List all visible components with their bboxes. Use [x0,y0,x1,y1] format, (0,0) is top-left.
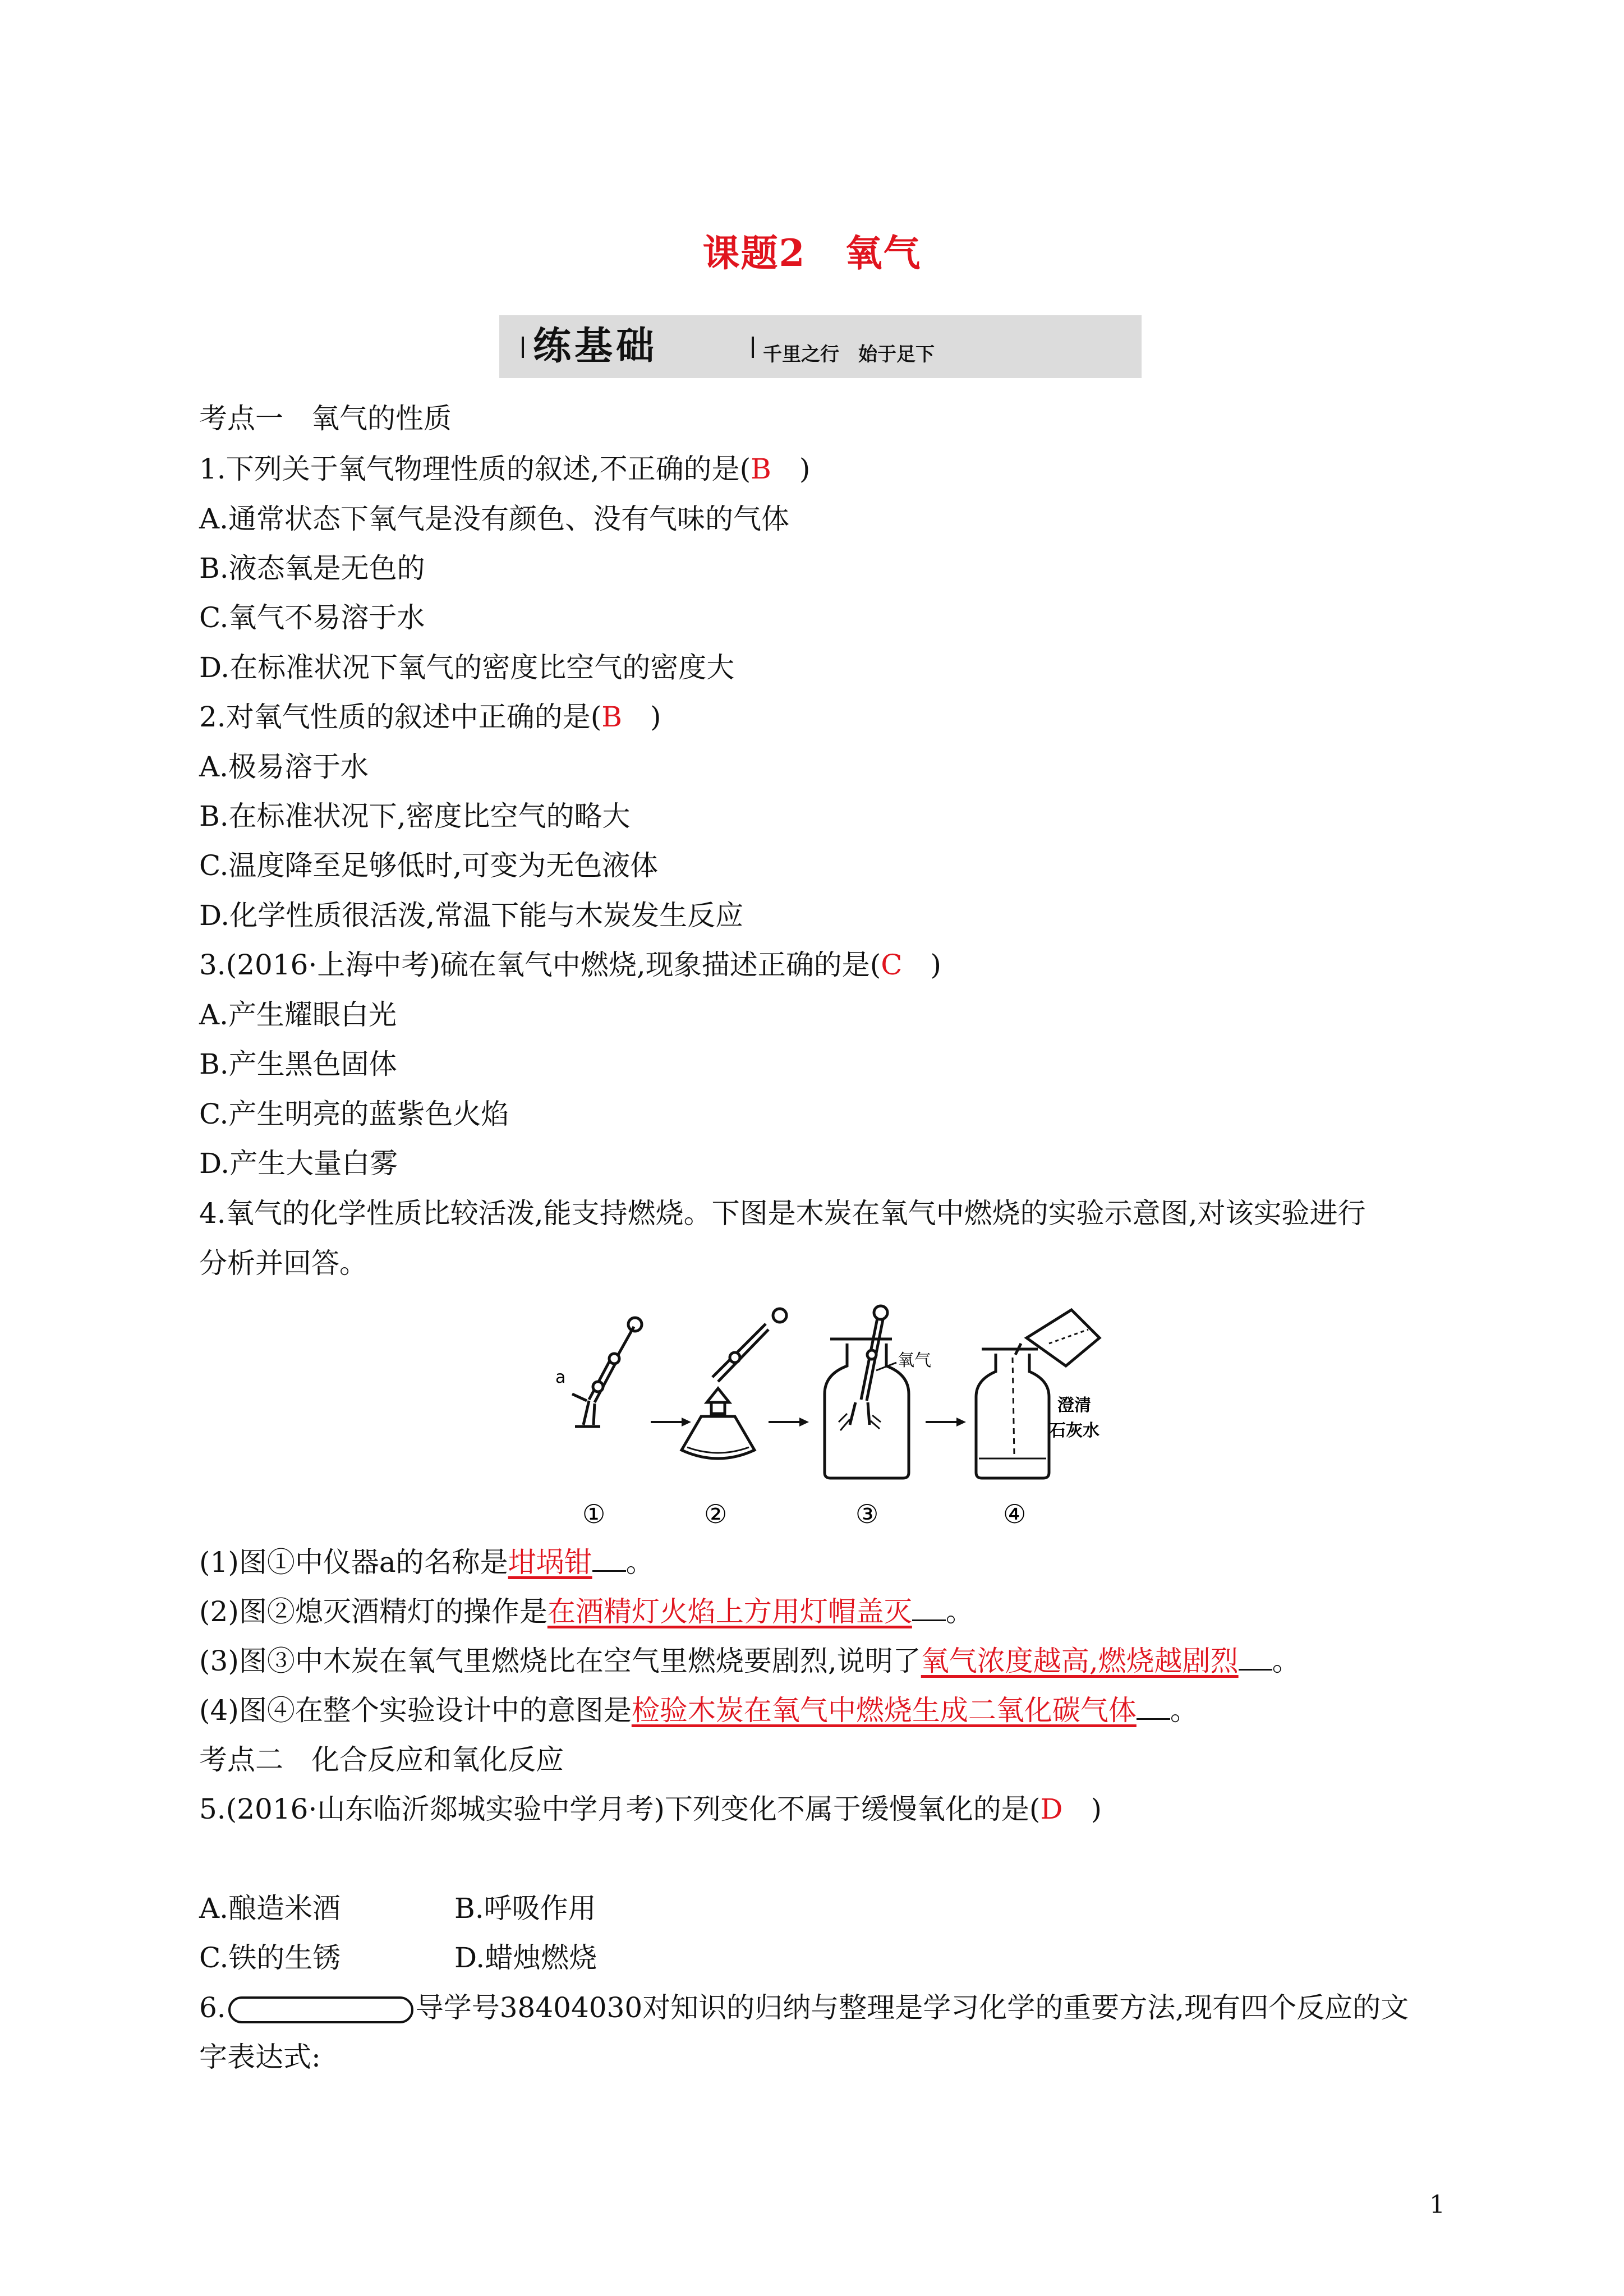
option: C.氧气不易溶于水 [199,601,425,634]
option: A.通常状态下氧气是没有颜色、没有气味的气体 [199,503,790,535]
option: D.化学性质很活泼,常温下能与木炭发生反应 [199,899,744,932]
question-1: 1.下列关于氧气物理性质的叙述,不正确的是(B ) [199,453,811,485]
gas-jar-icon [825,1306,909,1478]
banner-main-text: 练基础 [533,324,658,369]
sub-question-4: (4)图④在整个实验设计中的意图是检验木炭在氧气中燃烧生成二氧化碳气体 。 [199,1694,1198,1727]
arrow-icon [651,1418,691,1427]
answer-choice: B [751,453,771,485]
limewater-jar-icon [976,1310,1099,1478]
answer-choice: B [601,701,622,733]
title-part1: 课题2 [702,231,806,275]
step-label: ④ [1003,1499,1027,1529]
arrow-icon [769,1418,809,1427]
sub-question-2: (2)图②熄灭酒精灯的操作是在酒精灯火焰上方用灯帽盖灭 。 [199,1595,974,1628]
sub-question-1: (1)图①中仪器a的名称是坩埚钳 。 [199,1546,654,1579]
option: B.液态氧是无色的 [199,552,425,585]
option: D.产生大量白雾 [199,1147,398,1180]
question-4-stem-line1: 4.氧气的化学性质比较活泼,能支持燃烧。下图是木炭在氧气中燃烧的实验示意图,对该实验进行 [199,1197,1366,1230]
answer-fill: 氧气浓度越高,燃烧越剧烈 [921,1645,1239,1677]
option: B.在标准状况下,密度比空气的略大 [199,800,631,832]
option: B.产生黑色固体 [199,1048,397,1080]
section-heading-1: 考点一 氧气的性质 [199,402,452,435]
sub-question-3: (3)图③中木炭在氧气里燃烧比在空气里燃烧要剧烈,说明了氧气浓度越高,燃烧越剧烈 。 [199,1645,1300,1677]
label-oxygen: 氧气 [898,1351,931,1370]
page-number: 1 [1429,2191,1445,2219]
alcohol-lamp-icon [682,1309,786,1458]
answer-fill: 在酒精灯火焰上方用灯帽盖灭 [547,1595,912,1628]
label-lime-2: 石灰水 [1049,1421,1099,1441]
answer-choice: D [1040,1793,1063,1825]
arrow-icon [926,1418,966,1427]
step-label: ③ [855,1499,879,1529]
banner-divider [752,337,754,358]
section-banner [499,315,1142,378]
step-label: ② [704,1499,728,1529]
page-title [0,223,1624,277]
step-label: ① [582,1499,606,1529]
crucible-tongs-icon [572,1318,642,1427]
option: C.温度降至足够低时,可变为无色液体 [199,849,659,882]
title-part2: 氧气 [845,231,922,275]
question-4-stem-line2: 分析并回答。 [199,1247,367,1280]
answer-fill: 坩埚钳 [508,1546,592,1579]
banner-divider [522,337,524,358]
experiment-figure [533,1304,1122,1534]
option: A.酿造米酒 [199,1892,341,1925]
option: C.铁的生锈 [199,1941,341,1974]
question-3: 3.(2016·上海中考)硫在氧气中燃烧,现象描述正确的是(C ) [199,949,942,981]
option: C.产生明亮的蓝紫色火焰 [199,1098,509,1130]
label-a: a [555,1368,566,1387]
question-6-line2: 字表达式: [199,2041,321,2073]
answer-choice: C [881,949,903,981]
option: D.在标准状况下氧气的密度比空气的密度大 [199,651,735,684]
question-6: 6. 导学号38404030对知识的归纳与整理是学习化学的重要方法,现有四个反应的文 [199,1991,1409,2024]
banner-sub-text: 千里之行 始于足下 [763,343,935,366]
question-2: 2.对氧气性质的叙述中正确的是(B ) [199,701,661,733]
option: B.呼吸作用 [454,1892,596,1925]
section-heading-2: 考点二 化合反应和氧化反应 [199,1743,564,1776]
option: D.蜡烛燃烧 [454,1941,597,1974]
study-number-badge [228,1996,413,2023]
question-5: 5.(2016·山东临沂郯城实验中学月考)下列变化不属于缓慢氧化的是(D ) [199,1793,1102,1825]
answer-fill: 检验木炭在氧气中燃烧生成二氧化碳气体 [631,1694,1137,1727]
label-lime-1: 澄清 [1057,1396,1091,1415]
option: A.产生耀眼白光 [199,999,397,1031]
option: A.极易溶于水 [199,751,369,783]
